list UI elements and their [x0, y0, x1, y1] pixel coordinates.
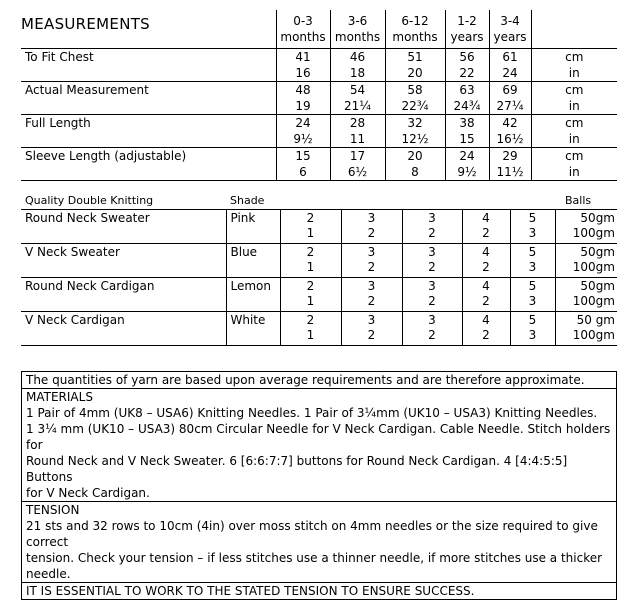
yarn-quality-header: Quality Double Knitting	[25, 194, 154, 207]
tension-heading: TENSION	[22, 501, 616, 518]
yarn-qty: 4 2	[462, 312, 510, 346]
measurement-row	[21, 115, 617, 148]
yarn-qty: 3 2	[341, 210, 402, 244]
measurement-value: 29 11½	[489, 148, 531, 181]
tension-line: 21 sts and 32 rows to 10cm (4in) over moss stitch on 4mm needles or the size required to give correct	[26, 519, 598, 549]
shade-value: Blue	[226, 244, 280, 278]
yarn-shade-header: Shade	[230, 194, 265, 207]
measurement-value: 58 22¾	[385, 82, 445, 115]
yarn-qty: 3 2	[341, 244, 402, 278]
materials-heading: MATERIALS	[22, 388, 616, 405]
yarn-qty: 4 2	[462, 278, 510, 312]
garment-label: Round Neck Sweater	[21, 210, 226, 244]
materials-line: 1 Pair of 4mm (UK8 – USA6) Knitting Needles. 1 Pair of 3¼mm (UK10 – USA3) Knitting Needles.	[26, 406, 598, 420]
measurement-units: cm in	[531, 82, 617, 115]
measurement-value: 41 16	[276, 49, 330, 82]
measurement-value: 15 6	[276, 148, 330, 181]
essential-note: IT IS ESSENTIAL TO WORK TO THE STATED TENSION TO ENSURE SUCCESS.	[22, 582, 616, 599]
measurement-label: Actual Measurement	[21, 82, 276, 115]
measurement-value: 28 11	[330, 115, 385, 148]
yarn-qty: 4 2	[462, 210, 510, 244]
yarn-qty: 5 3	[510, 210, 555, 244]
yarn-qty: 3 2	[402, 244, 462, 278]
size-header: 1-2 years	[445, 10, 489, 49]
unit-header	[531, 10, 617, 49]
yarn-row	[21, 244, 617, 278]
measurement-row	[21, 49, 617, 82]
measurement-value: 48 19	[276, 82, 330, 115]
yarn-qty: 4 2	[462, 244, 510, 278]
shade-value: White	[226, 312, 280, 346]
measurement-row	[21, 148, 617, 181]
size-header: 3-4 years	[489, 10, 531, 49]
measurement-value: 54 21¼	[330, 82, 385, 115]
garment-label: V Neck Sweater	[21, 244, 226, 278]
yarn-qty: 3 2	[402, 278, 462, 312]
materials-line: Round Neck and V Neck Sweater. 6 [6:6:7:7] buttons for Round Neck Cardigan. 4 [4:4:5:5] Buttons	[26, 454, 568, 484]
measurement-value: 61 24	[489, 49, 531, 82]
measurement-value: 56 22	[445, 49, 489, 82]
shade-value: Pink	[226, 210, 280, 244]
yarn-qty: 3 2	[402, 210, 462, 244]
materials-line: 1 3¼ mm (UK10 – USA3) 80cm Circular Needle for V Neck Cardigan. Cable Needle. Stitch holders for	[26, 422, 611, 452]
measurement-value: 51 20	[385, 49, 445, 82]
pattern-notes-box	[21, 371, 617, 600]
tension-line: tension. Check your tension – if less stitches use a thinner needle, if more stitches use a thicker needle.	[26, 551, 603, 581]
measurement-value: 42 16½	[489, 115, 531, 148]
measurement-value: 20 8	[385, 148, 445, 181]
shade-value: Lemon	[226, 278, 280, 312]
garment-label: V Neck Cardigan	[21, 312, 226, 346]
measurement-units: cm in	[531, 115, 617, 148]
ball-weight: 50gm 100gm	[555, 278, 617, 312]
yarn-balls-header: Balls	[565, 194, 592, 207]
yarn-qty: 3 2	[341, 278, 402, 312]
materials-line: for V Neck Cardigan.	[26, 486, 150, 500]
measurement-value: 69 27¼	[489, 82, 531, 115]
yarn-table	[21, 192, 617, 346]
measurement-row	[21, 82, 617, 115]
measurement-value: 46 18	[330, 49, 385, 82]
yarn-qty: 2 1	[280, 210, 341, 244]
yarn-qty: 2 1	[280, 312, 341, 346]
yarn-qty: 5 3	[510, 244, 555, 278]
measurement-label: To Fit Chest	[21, 49, 276, 82]
ball-weight: 50 gm 100gm	[555, 312, 617, 346]
yarn-header-row	[21, 192, 617, 210]
quantities-note: The quantities of yarn are based upon average requirements and are therefore approximate.	[26, 373, 585, 387]
yarn-qty: 5 3	[510, 312, 555, 346]
ball-weight: 50gm 100gm	[555, 210, 617, 244]
measurements-table	[21, 10, 617, 181]
measurements-header-row	[21, 10, 617, 49]
yarn-qty: 5 3	[510, 278, 555, 312]
ball-weight: 50gm 100gm	[555, 244, 617, 278]
yarn-row	[21, 210, 617, 244]
size-header: 3-6 months	[330, 10, 385, 49]
garment-label: Round Neck Cardigan	[21, 278, 226, 312]
yarn-qty: 3 2	[341, 312, 402, 346]
measurement-value: 24 9½	[445, 148, 489, 181]
measurements-title: MEASUREMENTS	[21, 15, 151, 33]
yarn-qty: 3 2	[402, 312, 462, 346]
measurement-value: 38 15	[445, 115, 489, 148]
measurement-label: Full Length	[21, 115, 276, 148]
measurement-value: 63 24¾	[445, 82, 489, 115]
measurement-label: Sleeve Length (adjustable)	[21, 148, 276, 181]
size-header: 0-3 months	[276, 10, 330, 49]
measurement-units: cm in	[531, 49, 617, 82]
measurement-value: 32 12½	[385, 115, 445, 148]
measurement-value: 24 9½	[276, 115, 330, 148]
measurement-value: 17 6½	[330, 148, 385, 181]
yarn-qty: 2 1	[280, 278, 341, 312]
measurement-units: cm in	[531, 148, 617, 181]
yarn-row	[21, 278, 617, 312]
yarn-row	[21, 312, 617, 346]
size-header: 6-12 months	[385, 10, 445, 49]
yarn-qty: 2 1	[280, 244, 341, 278]
